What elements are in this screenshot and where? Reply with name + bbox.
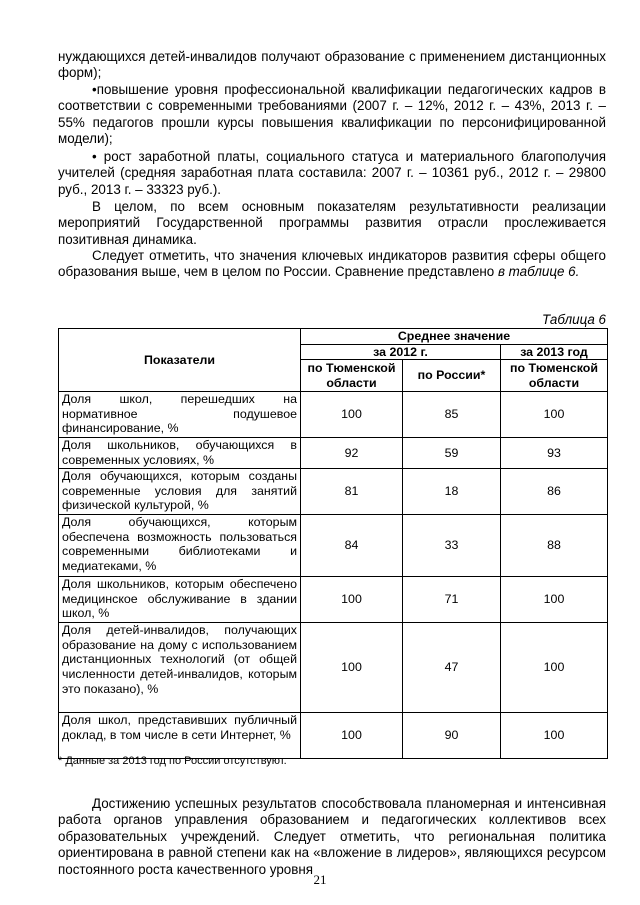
tyumen-2012-cell: 100 <box>301 713 403 759</box>
page-number: 21 <box>313 872 327 887</box>
paragraph-salary: • рост заработной платы, социального статуса и материального благополучия учителей (средняя заработная плата составила: 2007 г. – 10361 руб., 2012 г. – 29800 руб., 2013 г. – 33323 руб.). <box>58 149 606 197</box>
tyumen-2013-cell: 93 <box>501 438 608 469</box>
tyumen-2012-cell: 81 <box>301 469 403 515</box>
indicator-cell: Доля школ, представивших публичный доклад, в том числе в сети Интернет, % <box>59 713 301 759</box>
header-russia-2012: по России* <box>403 360 501 392</box>
russia-2012-cell: 18 <box>403 469 501 515</box>
tyumen-2013-cell: 86 <box>501 469 608 515</box>
paragraph-achievements: Достижению успешных результатов способствовала планомерная и интенсивная работа органов управления образованием и педагогических коллективов всех образовательных учреждений. Следует отметить, что региональная политика ориентирована в равной степени как на «вложение в лидеров», являющихся ресурсом постоянного роста качественного уровня <box>58 796 606 877</box>
tyumen-2012-cell: 84 <box>301 515 403 577</box>
header-tyumen-2013: по Тюменской области <box>501 360 608 392</box>
indicators-table <box>58 328 608 759</box>
indicator-cell: Доля детей-инвалидов, получающих образование на дому с использованием дистанционных технологий (от общей численности детей-инвалидов, которым это показано), % <box>59 623 301 713</box>
comparison-text: Следует отметить, что значения ключевых индикаторов развития сферы общего образования выше, чем в целом по России. Сравнение представлено <box>58 248 606 280</box>
paragraph-comparison <box>58 248 606 281</box>
paragraph-distance-learning: нуждающихся детей-инвалидов получают образование с применением дистанционных форм); <box>58 49 606 81</box>
tyumen-2013-cell: 100 <box>501 577 608 623</box>
header-tyumen-2012: по Тюменской области <box>301 360 403 392</box>
table-footnote: * Данные за 2013 год по России отсутствуют. <box>58 755 287 767</box>
indicator-cell: Доля школ, перешедших на нормативное подушевое финансирование, % <box>59 392 301 438</box>
russia-2012-cell: 90 <box>403 713 501 759</box>
paragraph-dynamics: В целом, по всем основным показателям результативности реализации мероприятий Государственной программы развития отрасли прослеживается позитивная динамика. <box>58 199 606 247</box>
table-reference: в таблице 6. <box>497 264 580 280</box>
russia-2012-cell: 47 <box>403 623 501 713</box>
tyumen-2012-cell: 100 <box>301 392 403 438</box>
indicator-cell: Доля обучающихся, которым созданы современные условия для занятий физической культурой, % <box>59 469 301 515</box>
header-mean-value: Среднее значение <box>301 329 608 345</box>
header-year-2013: за 2013 год <box>501 344 608 360</box>
indicator-cell: Доля школьников, обучающихся в современных условиях, % <box>59 438 301 469</box>
table-row <box>59 577 608 623</box>
table-caption: Таблица 6 <box>542 312 606 327</box>
russia-2012-cell: 59 <box>403 438 501 469</box>
tyumen-2013-cell: 100 <box>501 713 608 759</box>
tyumen-2013-cell: 88 <box>501 515 608 577</box>
indicator-cell: Доля обучающихся, которым обеспечена возможность пользоваться современными библиотеками и медиатеками, % <box>59 515 301 577</box>
tyumen-2013-cell: 100 <box>501 392 608 438</box>
table-row <box>59 515 608 577</box>
tyumen-2012-cell: 100 <box>301 623 403 713</box>
russia-2012-cell: 71 <box>403 577 501 623</box>
tyumen-2012-cell: 92 <box>301 438 403 469</box>
tyumen-2012-cell: 100 <box>301 577 403 623</box>
russia-2012-cell: 33 <box>403 515 501 577</box>
table-row <box>59 438 608 469</box>
header-indicators: Показатели <box>59 329 301 392</box>
indicator-cell: Доля школьников, которым обеспечено медицинское обслуживание в здании школ, % <box>59 577 301 623</box>
table-row <box>59 469 608 515</box>
paragraph-qualification: •повышение уровня профессиональной квалификации педагогических кадров в соответствии с современными требованиями (2007 г. – 12%, 2012 г. – 43%, 2013 г. – 55% педагогов прошли курсы повышения квалификации по персонифицированной модели); <box>58 82 606 147</box>
russia-2012-cell: 85 <box>403 392 501 438</box>
table-row <box>59 623 608 713</box>
table-row <box>59 392 608 438</box>
table-row <box>59 713 608 759</box>
tyumen-2013-cell: 100 <box>501 623 608 713</box>
header-year-2012: за 2012 г. <box>301 344 501 360</box>
